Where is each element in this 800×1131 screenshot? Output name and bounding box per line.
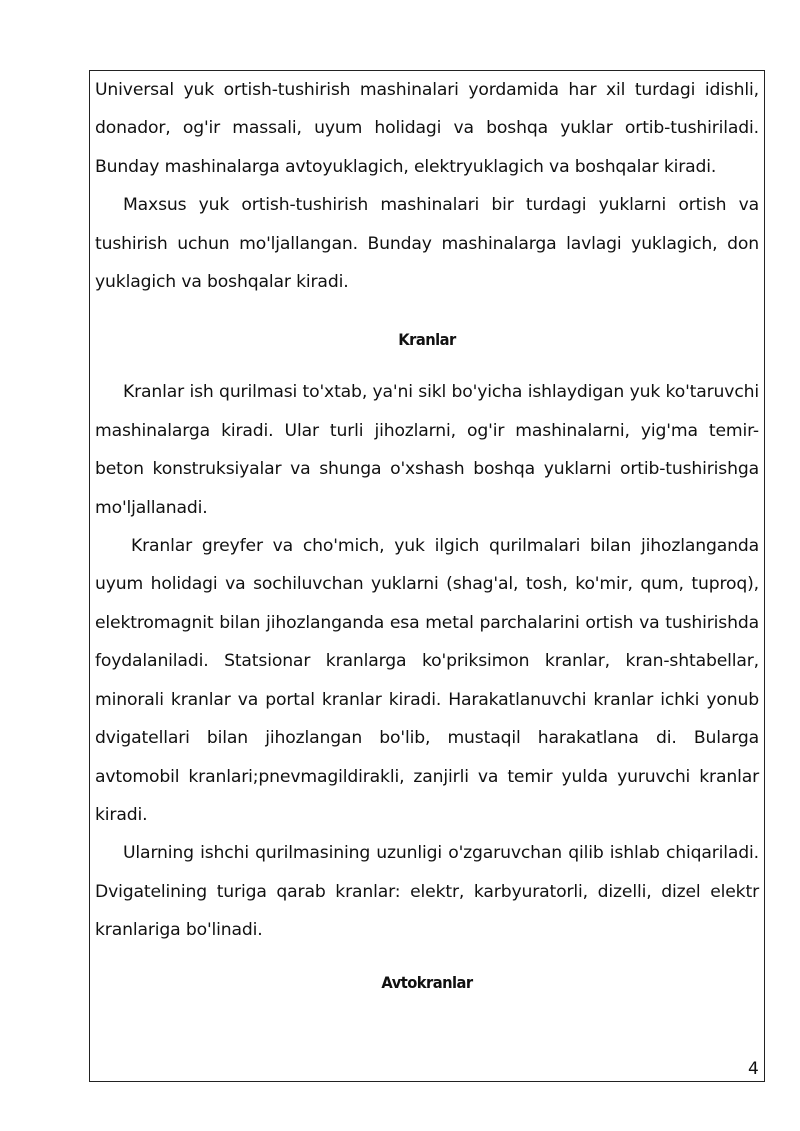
section-heading-kranlar: Kranlar	[398, 330, 456, 350]
paragraph-cranes-equipment: Kranlar greyfer va cho'mich, yuk ilgich qurilmalari bilan jihozlanganda uyum holidagi va sochiluvchan yuklarni (shag'al, tosh, ko'mir, qum, tuproq), elektromagnit bilan jihozlanganda esa metal parchalarini ortish va tushirishda foydalaniladi. Statsionar kranlarga ko'priksimon kranlar, kran-shtabellar, minorali kranlar va portal kranlar kiradi. Harakatlanuvchi kranlar ichki yonub dvigatellari bilan jihozlangan bo'lib, mustaqil harakatlana di. Bularga avtomobil kranlari;pnevmagildirakli, zanjirli va temir yulda yuruvchi kranlar kiradi.	[95, 536, 759, 825]
document-body	[95, 71, 759, 1002]
paragraph-special-loaders: Maxsus yuk ortish-tushirish mashinalari bir turdagi yuklarni ortish va tushirish uchun mo'ljallangan. Bunday mashinalarga lavlagi yuklagich, don yuklagich va boshqalar kiradi.	[95, 195, 759, 293]
paragraph-universal-loaders: Universal yuk ortish-tushirish mashinalari yordamida har xil turdagi idishli, donador, og'ir massali, uyum holidagi va boshqa yuklar ortib-tushiriladi. Bunday mashinalarga avtoyuklagich, elektryuklagich va boshqalar kiradi.	[95, 80, 759, 177]
paragraph-cranes-intro: Kranlar ish qurilmasi to'xtab, ya'ni sikl bo'yicha ishlaydigan yuk ko'taruvchi mashinalarga kiradi. Ular turli jihozlarni, og'ir mashinalarni, yig'ma temir-beton konstruksiyalar va shunga o'xshash boshqa yuklarni ortib-tushirishga mo'ljallanadi.	[95, 382, 759, 518]
section-heading-avtokranlar: Avtokranlar	[381, 972, 473, 992]
paragraph-cranes-types: Ularning ishchi qurilmasining uzunligi o'zgaruvchan qilib ishlab chiqariladi. Dvigatelining turiga qarab kranlar: elektr, karbyuratorli, dizelli, dizel elektr kranlariga bo'linadi.	[95, 843, 759, 941]
page-number: 4	[748, 1059, 759, 1079]
